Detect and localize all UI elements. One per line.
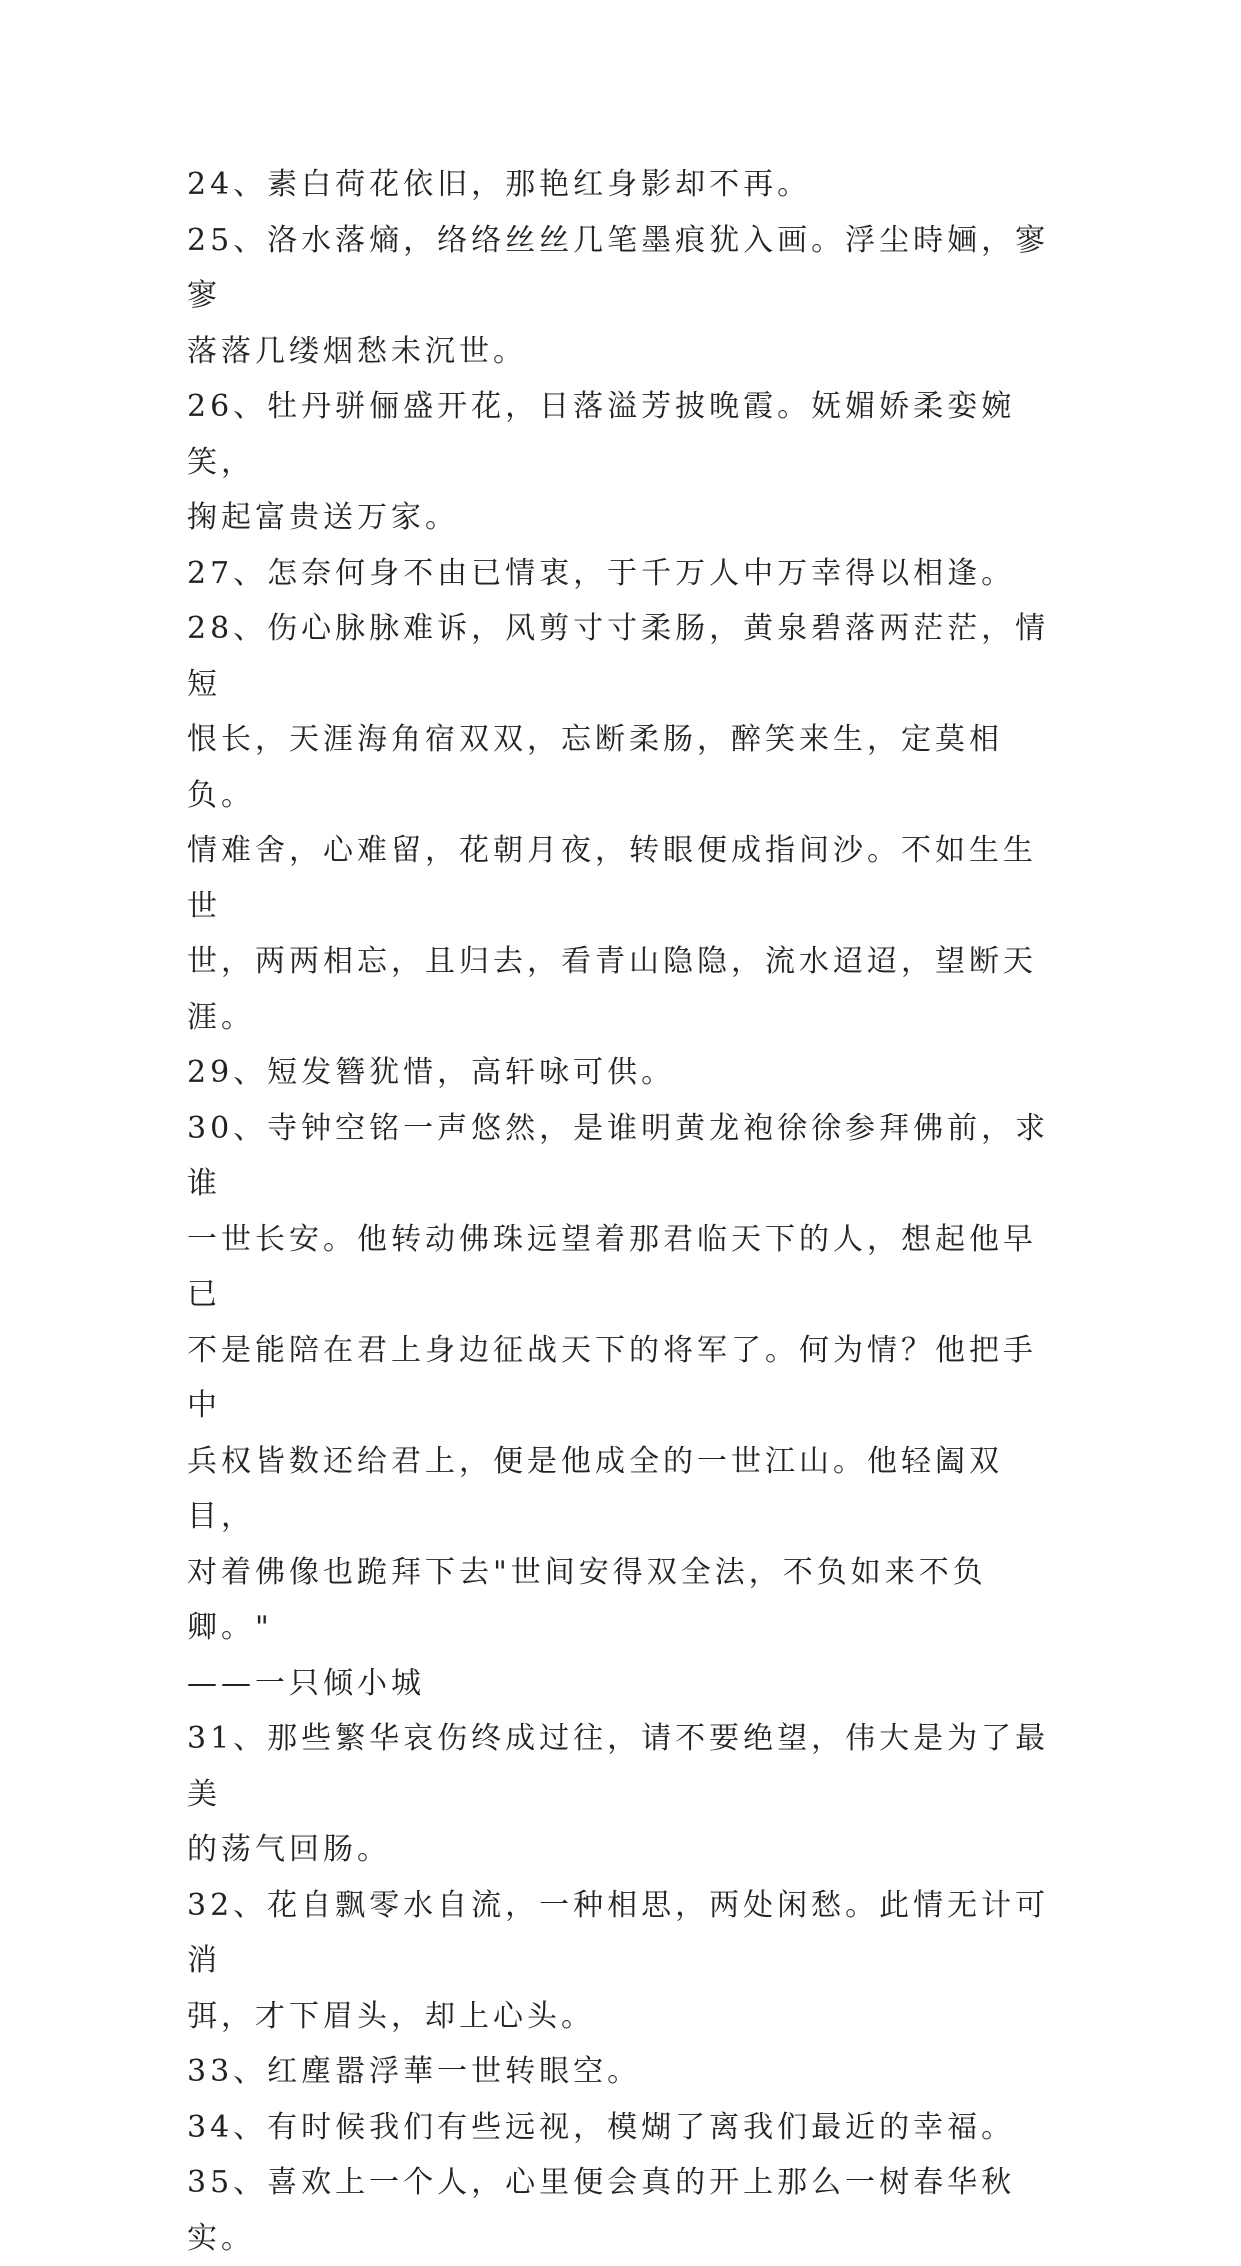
paragraph-24: 24、素白荷花依旧，那艳红身影却不再。 xyxy=(187,167,812,202)
paragraph-35: 35、喜欢上一个人，心里便会真的开上那么一树春华秋实。 xyxy=(187,2165,1016,2256)
paragraph-32: 32、花自飘零水自流，一种相思，两处闲愁。此情无计可消 弭，才下眉头，却上心头。 xyxy=(187,1887,1050,2034)
paragraph-30: 30、寺钟空铭一声悠然，是谁明黄龙袍徐徐参拜佛前，求谁 一世长安。他转动佛珠远望着那君临天下的人，想起他早已 不是能陪在君上身边征战天下的将军了。何为情？他把手中 兵权皆数还给君上，便是他成全的一世江山。他轻阖双目， 对着佛像也跪拜下去"世间安得双全法，不负如来不负卿。" ——一只倾小城 xyxy=(187,1110,1050,1701)
paragraph-27: 27、怎奈何身不由已情衷，于千万人中万幸得以相逢。 xyxy=(187,555,1016,591)
paragraph-25: 25、洛水落熵，络络丝丝几笔墨痕犹入画。浮尘時婳，寥寥 落落几缕烟愁未沉世。 xyxy=(187,222,1050,369)
document-body xyxy=(187,157,1067,2266)
paragraph-31: 31、那些繁华哀伤终成过往，请不要绝望，伟大是为了最美 的荡气回肠。 xyxy=(187,1721,1050,1867)
paragraph-26: 26、牡丹骈俪盛开花，日落溢芳披晚霞。妩媚娇柔娈婉笑， 掬起富贵送万家。 xyxy=(187,389,1016,535)
paragraph-28: 28、伤心脉脉难诉，风剪寸寸柔肠，黄泉碧落两茫茫，情短 恨长，天涯海角宿双双，忘断柔肠，醉笑来生，定莫相负。 情难舍，心难留，花朝月夜，转眼便成指间沙。不如生生世 世，两两相忘，且归去，看青山隐隐，流水迢迢，望断天涯。 xyxy=(187,611,1050,1035)
paragraph-34: 34、有时候我们有些远视，模煳了离我们最近的幸福。 xyxy=(187,2109,1016,2145)
paragraph-29: 29、短发簪犹惜，高轩咏可供。 xyxy=(187,1055,676,1090)
paragraph-33: 33、红塵嚣浮華一世转眼空。 xyxy=(187,2054,642,2089)
